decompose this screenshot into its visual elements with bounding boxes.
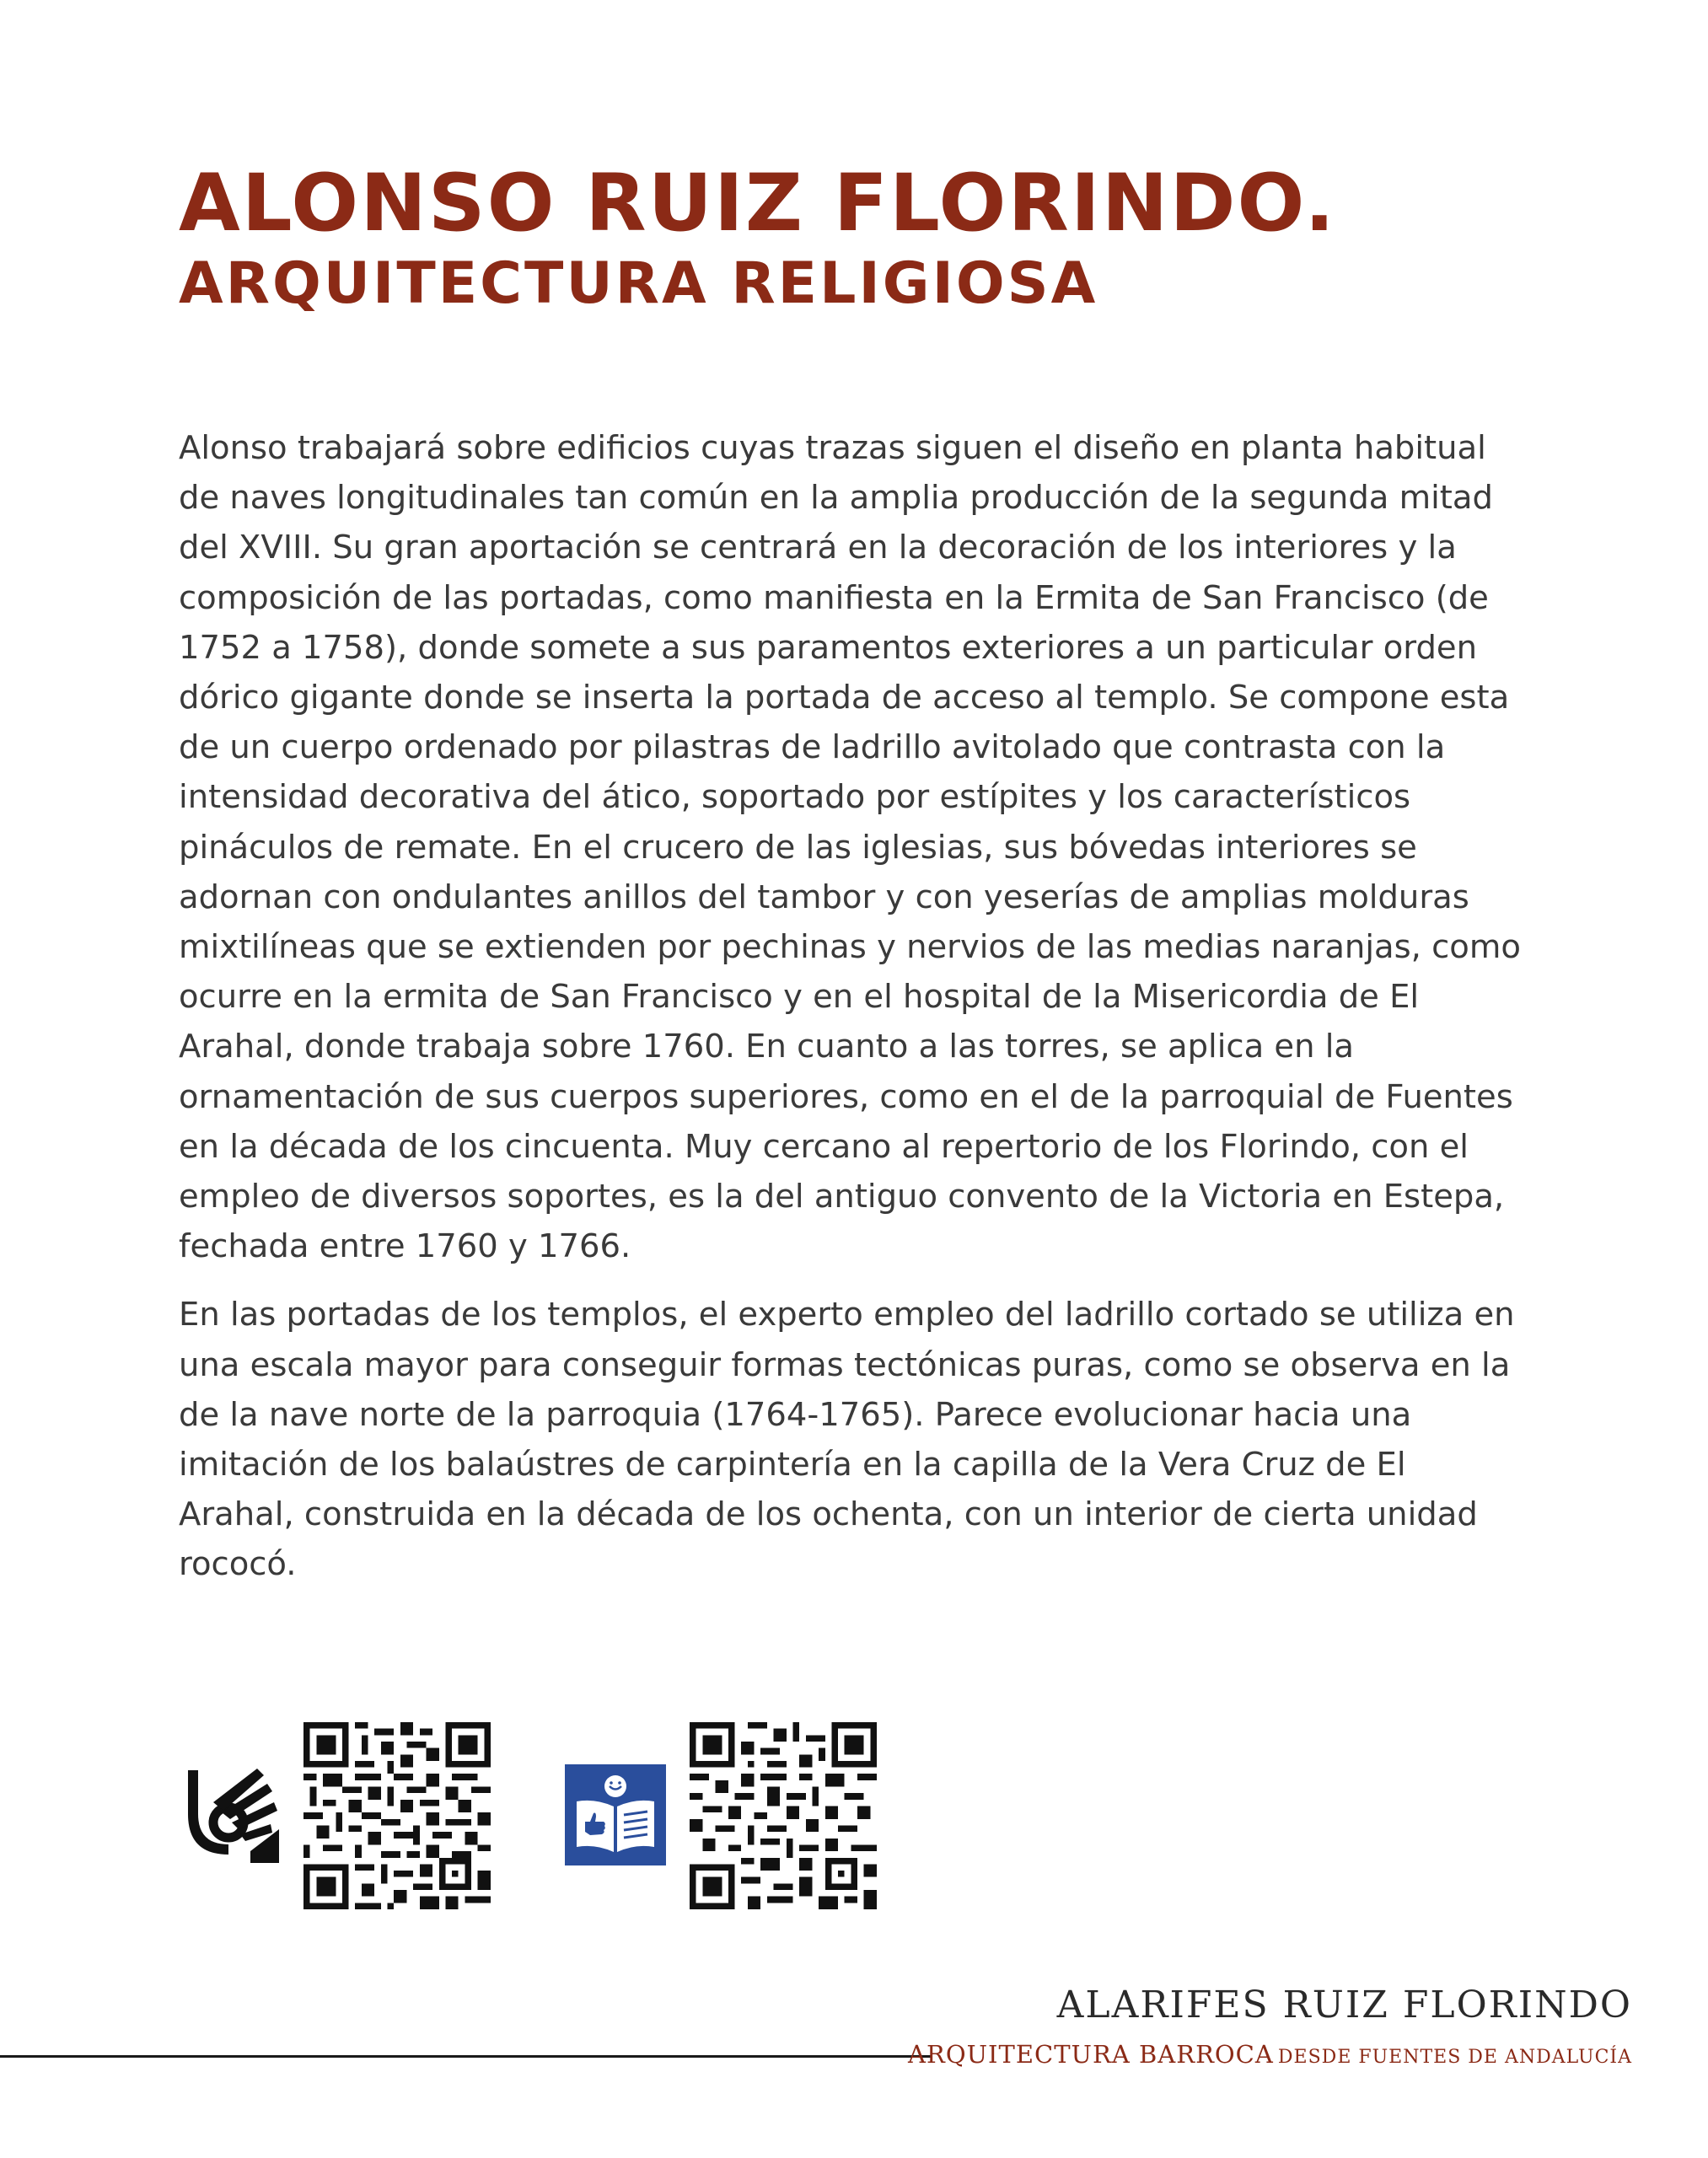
page-title (179, 158, 1337, 317)
easy-read-icon (565, 1764, 666, 1865)
footer-subtitle-main: ARQUITECTURA BARROCA (908, 2040, 1274, 2069)
footer-subtitle (908, 2040, 1632, 2069)
paragraph-1: Alonso trabajará sobre edificios cuyas trazas siguen el diseño en planta habitual de naves longitudinales tan común en la amplia producción de la segunda mitad del XVIII. Su gran aportación se centrará en la decoración de los interiores y la composición de las portadas, como manifiesta en la Ermita de San Francisco (de 1752 a 1758), donde somete a sus paramentos exteriores a un particular orden dórico gigante donde se inserta la portada de acceso al templo. Se compone esta de un cuerpo ordenado por pilastras de ladrillo avitolado que contrasta con la intensidad decorativa del ático, soportado por estípites y los característicos pináculos de remate. En el crucero de las iglesias, sus bóvedas interiores se adornan con ondulantes anillos del tambor y con yeserías de amplias molduras mixtilíneas que se extienden por pechinas y nervios de las medias naranjas, como ocurre en la ermita de San Francisco y en el hospital de la Misericordia de El Arahal, donde trabaja sobre 1760. En cuanto a las torres, se aplica en la ornamentación de sus cuerpos superiores, como en el de la parroquial de Fuentes en la década de los cincuenta. Muy cercano al repertorio de los Florindo, con el empleo de diversos soportes, es la del antiguo convento de la Victoria en Estepa, fechada entre 1760 y 1766. (179, 429, 1521, 1266)
sign-language-icon (180, 1763, 281, 1865)
title-line-1: ALONSO RUIZ FLORINDO. (179, 158, 1337, 250)
footer-subtitle-rest: DESDE FUENTES DE ANDALUCÍA (1277, 2047, 1632, 2068)
footer-divider (0, 2055, 931, 2058)
qr-code-sign-language[interactable] (303, 1722, 491, 1909)
paragraph-2: En las portadas de los templos, el experto empleo del ladrillo cortado se utiliza en una escala mayor para conseguir formas tectónicas puras, como se observa en la de la nave norte de la parroquia (1764-1765). Parece evolucionar hacia una imitación de los balaústres de carpintería en la capilla de la Vera Cruz de El Arahal, construida en la década de los ochenta, con un interior de cierta unidad rococó. (179, 1296, 1515, 1584)
title-line-2: ARQUITECTURA RELIGIOSA (179, 250, 1098, 317)
qr-code-easy-read[interactable] (690, 1722, 877, 1909)
footer-title: ALARIFES RUIZ FLORINDO (1056, 1984, 1632, 2026)
body-text (179, 423, 1528, 1590)
